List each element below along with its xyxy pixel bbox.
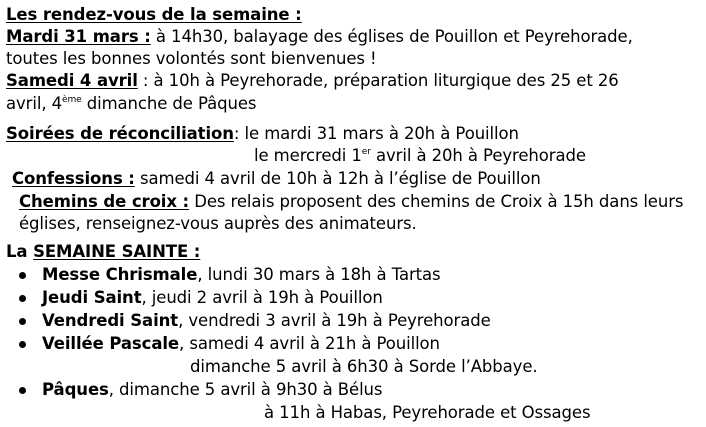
- soirees-label: Soirées de réconciliation: [6, 124, 234, 143]
- confessions-line: [12, 168, 541, 190]
- item-text: , jeudi 2 avril à 19h à Pouillon: [141, 288, 383, 307]
- semaine-sainte-heading: [6, 241, 200, 263]
- mardi-line-1: [6, 26, 633, 48]
- list-item: [42, 310, 491, 332]
- soirees-sup: er: [361, 147, 371, 157]
- chemins-label: Chemins de croix :: [19, 192, 190, 211]
- samedi-text-1: : à 10h à Peyrehorade, préparation liturgique des 25 et 26: [137, 71, 619, 90]
- bullet-icon: [19, 318, 26, 325]
- samedi-text-2b: dimanche de Pâques: [81, 94, 257, 113]
- samedi-line-1: [6, 70, 619, 92]
- soirees-text-2a: le mercredi 1: [254, 146, 362, 165]
- chemins-text-1: Des relais proposent des chemins de Croix à 15h dans leurs: [189, 192, 684, 211]
- item-title: Vendredi Saint: [42, 311, 179, 330]
- item-title: Pâques: [42, 380, 109, 399]
- soirees-line-1: [6, 123, 519, 145]
- page-heading: Les rendez-vous de la semaine :: [6, 5, 302, 24]
- item-title: Jeudi Saint: [42, 288, 142, 307]
- item-text: , samedi 4 avril à 21h à Pouillon: [179, 334, 440, 353]
- item-text: , dimanche 5 avril à 9h30 à Bélus: [108, 380, 383, 399]
- bullet-icon: [19, 272, 26, 279]
- samedi-line-2: [6, 93, 256, 115]
- bullet-icon: [19, 295, 26, 302]
- item-continuation: à 11h à Habas, Peyrehorade et Ossages: [264, 403, 591, 422]
- samedi-sup: ème: [62, 95, 82, 105]
- item-title: Messe Chrismale: [42, 265, 198, 284]
- chemins-line-1: [19, 191, 683, 213]
- list-item: [42, 287, 383, 309]
- item-title: Veillée Pascale: [42, 334, 180, 353]
- item-text: , vendredi 3 avril à 19h à Peyrehorade: [178, 311, 491, 330]
- list-item: [42, 333, 440, 355]
- chemins-text-2: églises, renseignez-vous auprès des animateurs.: [19, 214, 417, 233]
- samedi-label: Samedi 4 avril: [6, 71, 138, 90]
- mardi-label: Mardi 31 mars :: [6, 27, 151, 46]
- samedi-text-2a: avril, 4: [6, 94, 63, 113]
- soirees-text-1: : le mardi 31 mars à 20h à Pouillon: [233, 124, 519, 143]
- semaine-sainte-label: SEMAINE SAINTE :: [33, 242, 201, 261]
- soirees-line-2: [254, 145, 586, 167]
- confessions-text: samedi 4 avril de 10h à 12h à l’église de Pouillon: [134, 169, 541, 188]
- list-item: [42, 379, 382, 401]
- soirees-text-2b: avril à 20h à Peyrehorade: [370, 146, 586, 165]
- bullet-icon: [19, 387, 26, 394]
- item-text: , lundi 30 mars à 18h à Tartas: [197, 265, 441, 284]
- list-item: [42, 264, 441, 286]
- bullet-icon: [19, 341, 26, 348]
- item-continuation: dimanche 5 avril à 6h30 à Sorde l’Abbaye.: [190, 357, 538, 376]
- semaine-sainte-prefix: La: [6, 242, 34, 261]
- mardi-text-1: à 14h30, balayage des églises de Pouillon et Peyrehorade,: [150, 27, 633, 46]
- confessions-label: Confessions :: [12, 169, 135, 188]
- mardi-text-2: toutes les bonnes volontés sont bienvenues !: [6, 49, 377, 68]
